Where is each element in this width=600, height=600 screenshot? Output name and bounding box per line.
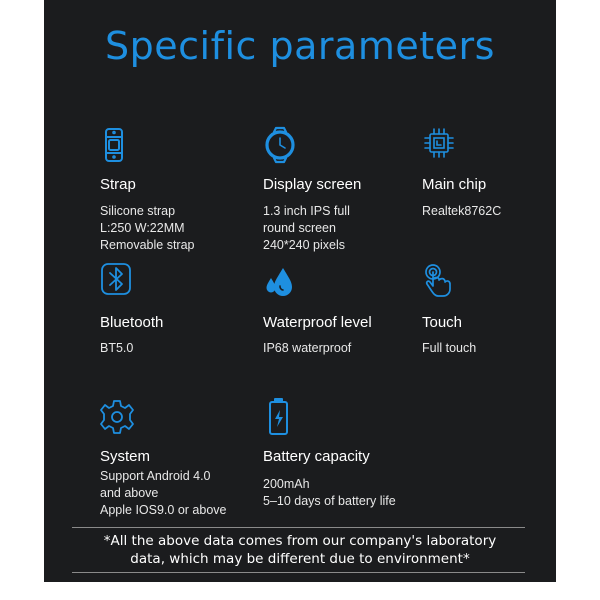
touch-hand-icon — [422, 262, 456, 300]
spec-battery-name: Battery capacity — [263, 448, 370, 465]
watch-strap-icon — [100, 126, 134, 164]
battery-icon — [263, 398, 297, 436]
spec-strap-line-2: L:250 W:22MM — [100, 221, 185, 235]
spec-chip-line-1: Realtek8762C — [422, 204, 502, 218]
spec-touch-desc — [422, 340, 476, 357]
spec-display-desc — [263, 203, 350, 254]
footer-divider-top — [72, 527, 525, 528]
water-drops-icon — [263, 262, 297, 300]
spec-waterproof-line-1: IP68 waterproof — [263, 341, 352, 355]
spec-system-line-2: and above — [100, 486, 159, 500]
spec-battery-line-2: 5–10 days of battery life — [263, 494, 396, 508]
spec-battery-line-1: 200mAh — [263, 477, 310, 491]
spec-waterproof-name: Waterproof level — [263, 314, 372, 331]
page-title: Specific parameters — [105, 24, 495, 68]
spec-touch-name: Touch — [422, 314, 463, 331]
spec-display-name: Display screen — [263, 176, 362, 193]
gear-icon — [100, 398, 134, 436]
spec-strap-line-1: Silicone strap — [100, 204, 176, 218]
spec-chip-name: Main chip — [422, 176, 487, 193]
spec-display-line-2: round screen — [263, 221, 336, 235]
chip-icon — [422, 126, 456, 164]
spec-waterproof-desc — [263, 340, 351, 357]
spec-battery-desc — [263, 476, 396, 510]
round-watch-icon — [263, 126, 297, 164]
spec-system-line-1: Support Android 4.0 — [100, 469, 211, 483]
footer-divider-bottom — [72, 572, 525, 573]
footer-note — [44, 532, 556, 568]
spec-strap-desc — [100, 203, 195, 254]
spec-system-name: System — [100, 448, 151, 465]
spec-display-line-3: 240*240 pixels — [263, 238, 346, 252]
spec-touch-line-1: Full touch — [422, 341, 477, 355]
spec-strap-line-3: Removable strap — [100, 238, 195, 252]
spec-chip-desc — [422, 203, 501, 220]
footer-note-line-2: data, which may be different due to environment* — [130, 551, 470, 567]
spec-panel — [44, 0, 556, 582]
spec-bluetooth-name: Bluetooth — [100, 314, 164, 331]
spec-strap-name: Strap — [100, 176, 136, 193]
footer-note-line-1: *All the above data comes from our company's laboratory — [103, 533, 497, 549]
spec-system-line-3: Apple IOS9.0 or above — [100, 503, 227, 517]
bluetooth-icon — [100, 262, 134, 300]
spec-system-desc — [100, 468, 226, 519]
spec-bluetooth-desc — [100, 340, 133, 357]
spec-bluetooth-line-1: BT5.0 — [100, 341, 134, 355]
spec-display-line-1: 1.3 inch IPS full — [263, 204, 350, 218]
